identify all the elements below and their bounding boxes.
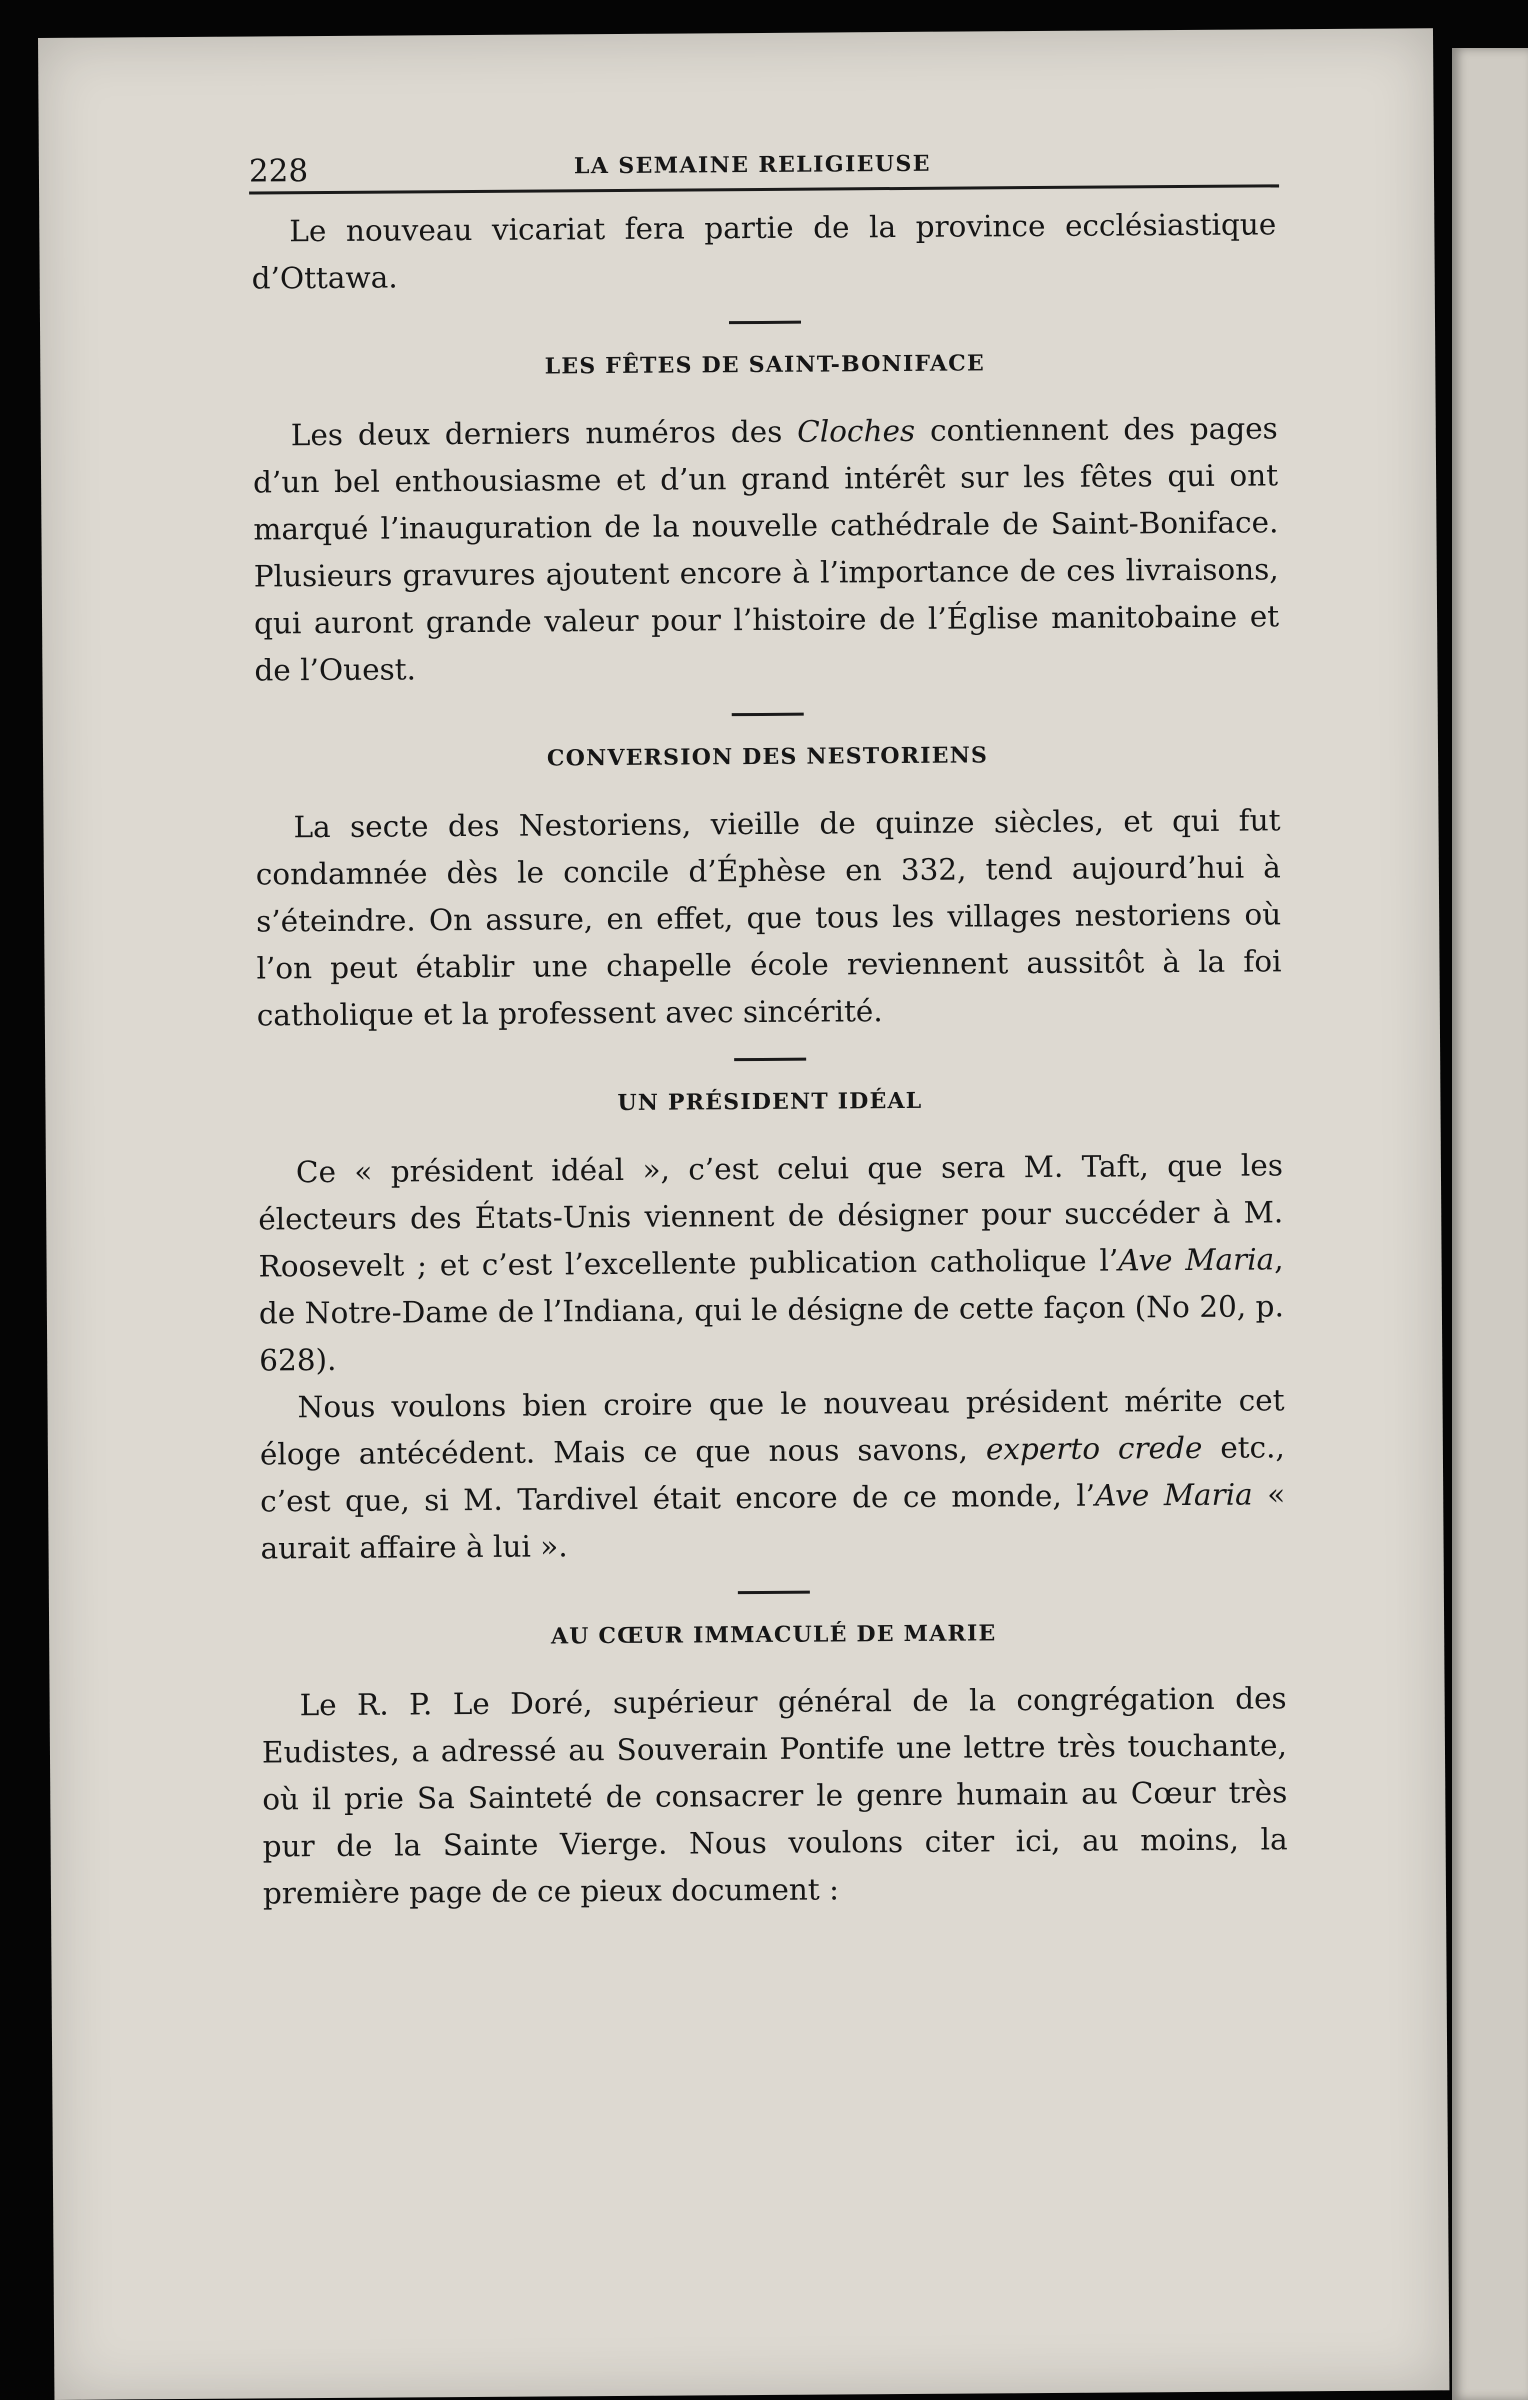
section-separator	[731, 713, 803, 717]
paragraph-president-1	[258, 1142, 1285, 1384]
text-run: contiennent des pages d’un bel enthousiasme et d’un grand intérêt sur les fêtes qui ont marqué l’inauguration de la nouvelle cathédrale de Saint-Boniface. Plusieurs gravures ajoutent encore à l’importance de ces livraisons, qui auront grande valeur pour l’histoire de l’Église manitobaine et de l’Ouest.	[252, 411, 1280, 688]
text-run: Les deux derniers numéros des	[290, 414, 798, 453]
section-separator	[728, 321, 800, 325]
page-number: 228	[248, 153, 309, 190]
running-title: LA SEMAINE RELIGIEUSE	[573, 150, 932, 180]
section-title-nestoriens: CONVERSION DES NESTORIENS	[546, 742, 989, 772]
intro-paragraph: Le nouveau vicariat fera partie de la province ecclésiastique d’Ottawa.	[251, 207, 1277, 296]
italic-text: Ave Maria	[1094, 1477, 1253, 1513]
paragraph-saint-boniface	[253, 405, 1280, 694]
section-separator	[737, 1591, 809, 1595]
section-title-saint-boniface: LES FÊTES DE SAINT-BONIFACE	[544, 350, 985, 380]
italic-text: Cloches	[797, 413, 916, 449]
italic-text: Ave Maria	[1118, 1242, 1275, 1278]
section-separator	[734, 1058, 806, 1062]
text-run: « aurait affaire à lui ».	[260, 1477, 1286, 1566]
book-page	[38, 28, 1449, 2400]
adjacent-page-edge	[1452, 48, 1528, 2400]
page-header	[249, 124, 1279, 194]
section-title-coeur-immacule: AU CŒUR IMMACULÉ DE MARIE	[550, 1620, 997, 1650]
text-run: , de Notre-Dame de l’Indiana, qui le désigne de cette façon (No 20, p. 628).	[258, 1242, 1285, 1378]
section-title-president: UN PRÉSIDENT IDÉAL	[617, 1087, 923, 1116]
paragraph-president-2	[259, 1377, 1285, 1572]
italic-text: experto crede	[985, 1430, 1203, 1467]
paragraph-coeur-immacule: Le R. P. Le Doré, supérieur général de la congrégation des Eudistes, a adressé au Souverain Pontife une lettre très touchante, où il prie Sa Sainteté de consacrer le genre humain au Cœur très pur de la Sainte Vierge. Nous voulons citer ici, au moins, la première page de ce pieux document :	[261, 1681, 1288, 1911]
text-run: etc., c’est que, si M. Tardivel était encore de ce monde, l’	[260, 1430, 1285, 1519]
paragraph-nestoriens: La secte des Nestoriens, vieille de quinze siècles, et qui fut condamnée dès le concile d’Éphèse en 332, tend aujourd’hui à s’éteindre. On assure, en effet, que tous les villages nestoriens où l’on peut établir une chapelle école reviennent aussitôt à la foi catholique et la professent avec sincérité.	[255, 803, 1282, 1033]
text-run: Nous voulons bien croire que le nouveau président mérite cet éloge antécédent. Mais ce que nous savons,	[259, 1383, 1285, 1472]
text-run: Ce « président idéal », c’est celui que sera M. Taft, que les électeurs des États-Unis viennent de désigner pour succéder à M. Roosevelt ; et c’est l’excellente publication catholique l’	[258, 1148, 1284, 1284]
page-body	[251, 201, 1288, 1917]
